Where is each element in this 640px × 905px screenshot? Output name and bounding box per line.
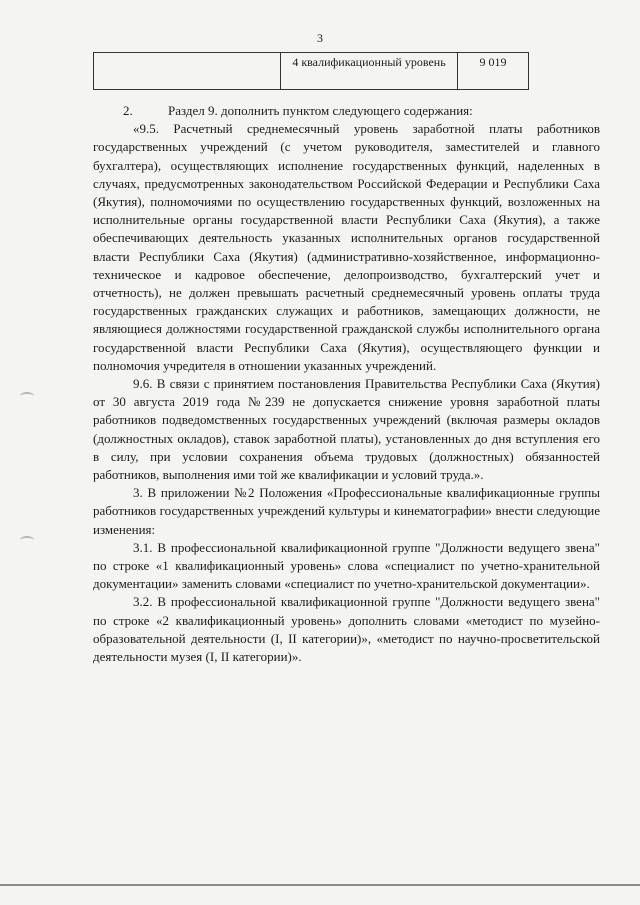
paragraph-9-6: 9.6. В связи с принятием постановления Правительства Республики Саха (Якутия) от 30 августа 2019 года №239 не допускается снижение уровня заработной платы работников подведомственных государственных учреждений (включая размеры окладов (должностных окладов), ставок заработной платы), установленных до дня вступления его в силу, при условии сохранения объема трудовых (должностных) обязанностей работников, выполнения ими той же квалификации и условий труда.». bbox=[93, 376, 600, 483]
qualification-table-fragment bbox=[93, 52, 529, 90]
item-2-text: Раздел 9. дополнить пунктом следующего содержания: bbox=[168, 103, 473, 118]
scan-artifact-mark bbox=[20, 536, 34, 544]
paragraph-3-2: 3.2. В профессиональной квалификационной группе "Должности ведущего звена" по строке «2 квалификационный уровень» дополнить словами «методист по музейно-образовательной деятельности (I, II категории)», «методист по научно-просветительской деятельности музея (I, II категории)». bbox=[93, 594, 600, 665]
table-row bbox=[94, 53, 529, 90]
scan-artifact-mark bbox=[20, 392, 34, 400]
scan-bottom-edge bbox=[0, 884, 640, 886]
table-cell-level: 4 квалификационный уровень bbox=[281, 53, 458, 90]
item-2-number: 2. bbox=[123, 103, 133, 118]
table-cell-group bbox=[94, 53, 281, 90]
table-cell-salary: 9 019 bbox=[458, 53, 529, 90]
page-number: 3 bbox=[317, 31, 323, 45]
document-body bbox=[93, 102, 600, 666]
paragraph-3: 3. В приложении №2 Положения «Профессиональные квалификационные группы работников государственных учреждений культуры и кинематографии» внести следующие изменения: bbox=[93, 485, 600, 537]
paragraph-9-5: «9.5. Расчетный среднемесячный уровень заработной платы работников государственных учреждений (с учетом руководителя, заместителей и главного бухгалтера), осуществляющих исполнение государственных функций, наделенных в случаях, предусмотренных законодательством Российской Федерации и Республики Саха (Якутия), полномочиями по осуществлению государственных функций, возложенных на исполнительные органы государственной власти Республики Саха (Якутия), а также обеспечивающих деятельность указанных исполнительных органов государственной власти Республики Саха (Якутия) (административно-хозяйственное, информационно-техническое и кадровое обеспечение, делопроизводство, бухгалтерский учет и отчетность), не должен превышать расчетный среднемесячный уровень оплаты труда государственных гражданских служащих и работников, замещающих должности, не являющиеся должностями государственной гражданской службы исполнительного органа государственной власти Республики Саха (Якутия), осуществляющего функции и полномочия учредителя в отношении указанных учреждений. bbox=[93, 121, 600, 373]
paragraph-item-2 bbox=[93, 102, 600, 120]
paragraph-3-1: 3.1. В профессиональной квалификационной группе "Должности ведущего звена" по строке «1 квалификационный уровень» слова «специалист по учетно-хранительной документации» заменить словами «специалист по учетно-хранительской документации». bbox=[93, 539, 600, 592]
